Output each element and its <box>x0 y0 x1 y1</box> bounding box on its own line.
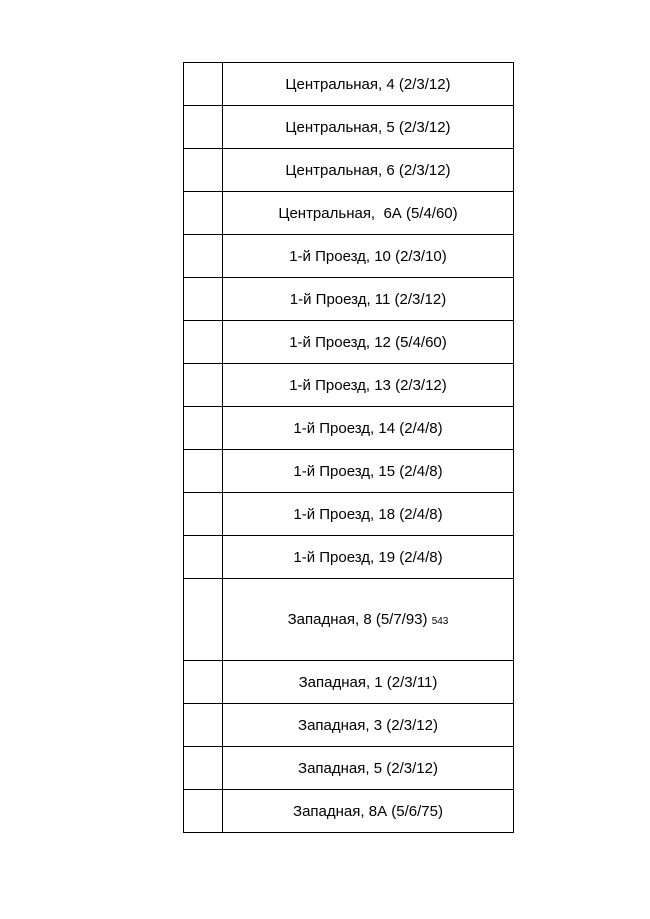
table-row <box>184 278 514 321</box>
table-row <box>184 63 514 106</box>
table-row <box>184 661 514 704</box>
table-row <box>184 704 514 747</box>
number-cell <box>184 106 223 149</box>
table-row <box>184 106 514 149</box>
address-cell: 1-й Проезд, 18 (2/4/8) <box>223 493 514 536</box>
address-cell: 1-й Проезд, 15 (2/4/8) <box>223 450 514 493</box>
table-row <box>184 493 514 536</box>
address-note: 543 <box>431 616 449 627</box>
number-cell <box>184 493 223 536</box>
number-cell <box>184 63 223 106</box>
address-cell: Центральная, 4 (2/3/12) <box>223 63 514 106</box>
number-cell <box>184 704 223 747</box>
table-row <box>184 407 514 450</box>
address-cell: Центральная, 6 (2/3/12) <box>223 149 514 192</box>
table-row <box>184 364 514 407</box>
number-cell <box>184 364 223 407</box>
address-cell: Западная, 3 (2/3/12) <box>223 704 514 747</box>
address-cell: 1-й Проезд, 14 (2/4/8) <box>223 407 514 450</box>
table-row <box>184 235 514 278</box>
address-cell: 1-й Проезд, 10 (2/3/10) <box>223 235 514 278</box>
address-cell: 1-й Проезд, 13 (2/3/12) <box>223 364 514 407</box>
number-cell <box>184 278 223 321</box>
address-cell: Центральная, 6А (5/4/60) <box>223 192 514 235</box>
table-row <box>184 149 514 192</box>
table-row <box>184 321 514 364</box>
address-cell: 1-й Проезд, 19 (2/4/8) <box>223 536 514 579</box>
number-cell <box>184 579 223 661</box>
number-cell <box>184 536 223 579</box>
number-cell <box>184 790 223 833</box>
number-cell <box>184 407 223 450</box>
table-row <box>184 579 514 661</box>
table-row <box>184 192 514 235</box>
table-row <box>184 790 514 833</box>
table-row <box>184 536 514 579</box>
address-cell: Западная, 8А (5/6/75) <box>223 790 514 833</box>
table-row <box>184 450 514 493</box>
address-cell <box>223 579 514 661</box>
address-table-body <box>184 63 514 833</box>
address-cell: 1-й Проезд, 11 (2/3/12) <box>223 278 514 321</box>
number-cell <box>184 192 223 235</box>
address-cell: 1-й Проезд, 12 (5/4/60) <box>223 321 514 364</box>
number-cell <box>184 450 223 493</box>
address-table <box>183 62 514 833</box>
address-text: Западная, 8 (5/7/93) <box>287 611 432 628</box>
number-cell <box>184 149 223 192</box>
number-cell <box>184 321 223 364</box>
address-cell: Центральная, 5 (2/3/12) <box>223 106 514 149</box>
address-cell: Западная, 1 (2/3/11) <box>223 661 514 704</box>
number-cell <box>184 235 223 278</box>
address-cell: Западная, 5 (2/3/12) <box>223 747 514 790</box>
number-cell <box>184 747 223 790</box>
table-row <box>184 747 514 790</box>
number-cell <box>184 661 223 704</box>
